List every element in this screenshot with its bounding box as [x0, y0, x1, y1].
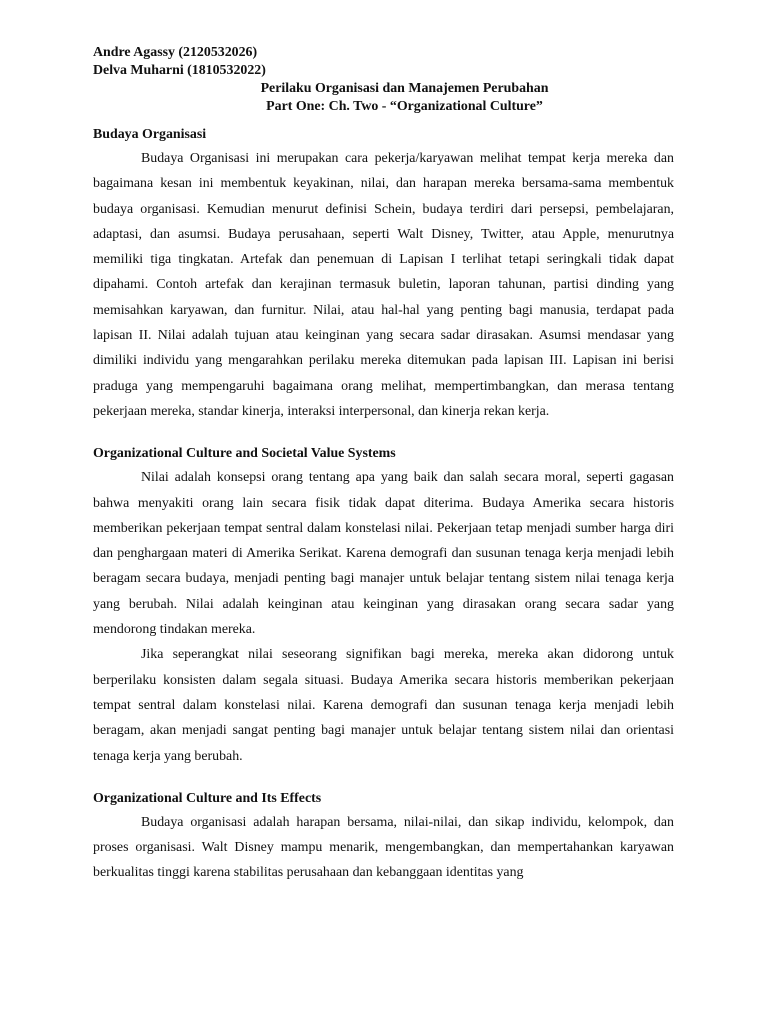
section-heading-effects: Organizational Culture and Its Effects	[93, 790, 322, 806]
section-heading-budaya: Budaya Organisasi	[93, 127, 207, 142]
paragraph: Budaya Organisasi ini merupakan cara pekerja/karyawan melihat tempat kerja mereka dan bagaimana kesan ini membentuk keyakinan, nilai, dan harapan mereka bersama-sama membentuk budaya organisasi. Kemudian menurut definisi Schein, budaya terdiri dari persepsi, pembelajaran, adaptasi, dan asumsi. Budaya perusahaan, seperti Walt Disney, Twitter, atau Apple, menurutnya memiliki tiga tingkatan. Artefak dan penemuan di Lapisan I terlihat tetapi seringkali tidak dapat dipahami. Contoh artefak dan kerajinan termasuk buletin, laporan tahunan, partisi dinding yang memisahkan karyawan, dan furnitur. Nilai, atau hal-hal yang penting bagi manusia, terdapat pada lapisan II. Nilai adalah tujuan atau keinginan yang secara sadar dirasakan. Asumsi mendasar yang dimiliki individu yang mengarahkan perilaku mereka ditemukan pada lapisan III. Lapisan ini berisi praduga yang mempengaruhi bagaimana orang melihat, mempertimbangkan, dan merasa tentang pekerjaan mereka, standar kinerja, interaksi interpersonal, dan kinerja rekan kerja.	[93, 151, 674, 419]
paragraph: Jika seperangkat nilai seseorang signifikan bagi mereka, mereka akan didorong untuk berperilaku konsisten dalam segala situasi. Budaya Amerika secara historis memberikan pekerjaan tempat sentral dalam konstelasi nilai. Karena demografi dan susunan tenaga kerja menjadi lebih beragam, akan menjadi sangat penting bagi manajer untuk belajar tentang sistem nilai dan orientasi tenaga kerja yang berubah.	[93, 647, 674, 764]
course-title: Perilaku Organisasi dan Manajemen Perubahan	[260, 81, 549, 96]
chapter-title: Part One: Ch. Two - “Organizational Culture”	[266, 99, 543, 114]
section-heading-societal-values: Organizational Culture and Societal Value Systems	[93, 446, 396, 462]
paragraph: Nilai adalah konsepsi orang tentang apa yang baik dan salah secara moral, seperti gagasan bahwa menyakiti orang lain secara fisik tidak dapat diterima. Budaya Amerika secara historis memberikan pekerjaan tempat sentral dalam konstelasi nilai. Pekerjaan tetap menjadi sumber harga diri dan penghargaan materi di Amerika Serikat. Karena demografi dan susunan tenaga kerja menjadi lebih beragam secara budaya, menjadi penting bagi manajer untuk belajar tentang sistem nilai tenaga kerja yang berubah. Nilai adalah keinginan atau keinginan yang dirasakan orang secara sadar yang mendorong tindakan mereka.	[93, 470, 674, 638]
author-2: Delva Muharni (1810532022)	[93, 63, 266, 78]
document-page	[93, 44, 674, 886]
author-1: Andre Agassy (2120532026)	[93, 45, 258, 60]
paragraph: Budaya organisasi adalah harapan bersama, nilai-nilai, dan sikap individu, kelompok, dan proses organisasi. Walt Disney mampu menarik, mengembangkan, dan mempertahankan karyawan berkualitas tinggi karena stabilitas perusahaan dan kebanggaan identitas yang	[93, 814, 674, 881]
